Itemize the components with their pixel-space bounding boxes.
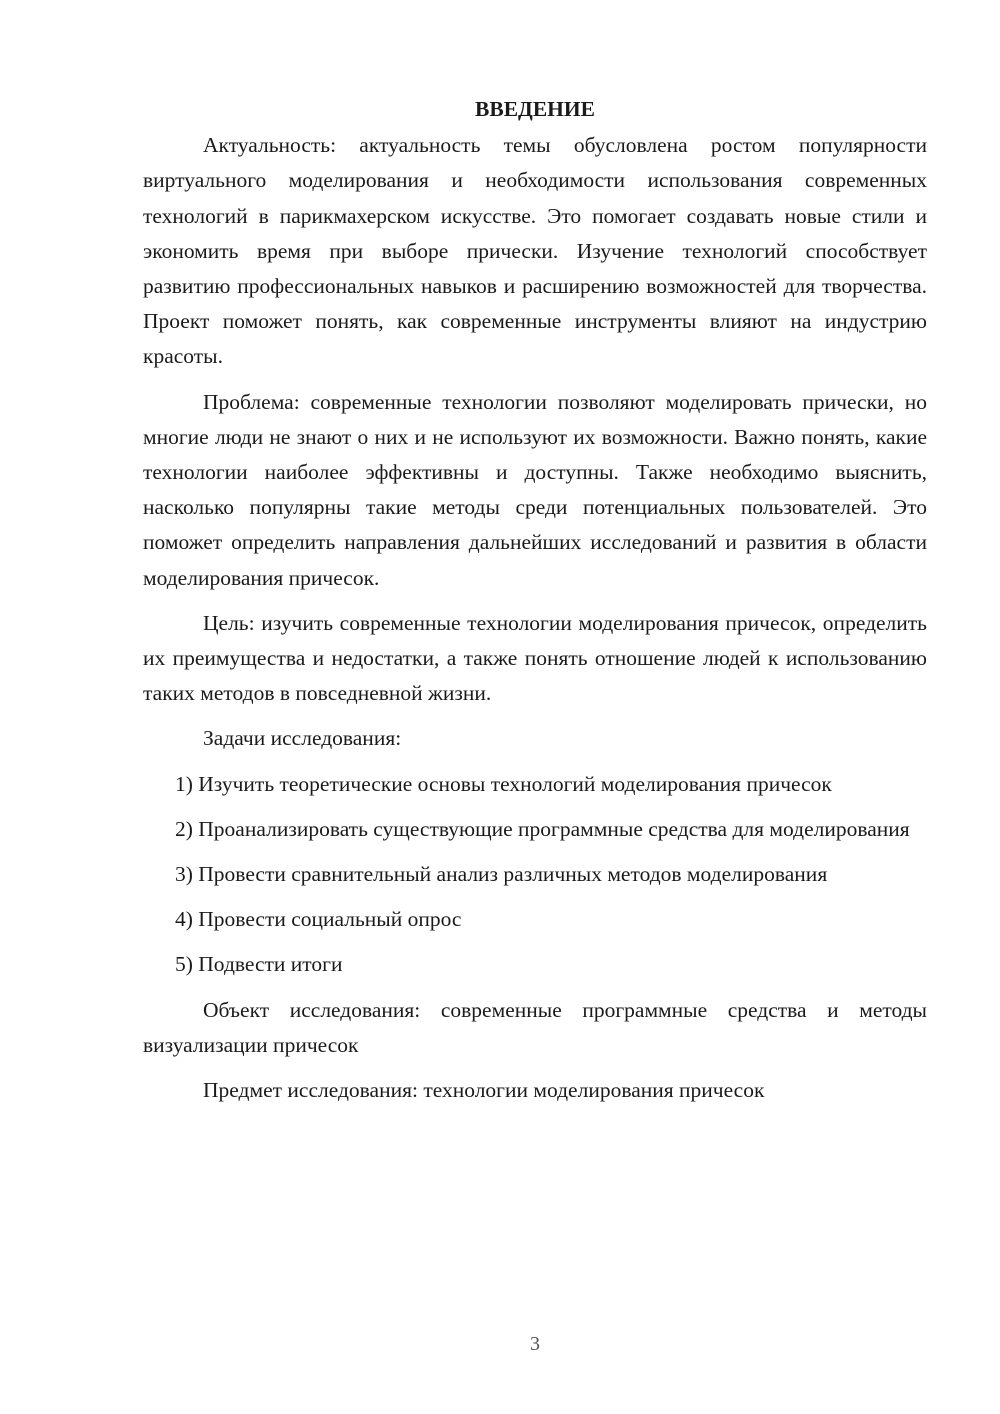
task-item: 5) Подвести итоги — [175, 952, 343, 977]
page-title: ВВЕДЕНИЕ — [475, 97, 595, 121]
tasks-heading: Задачи исследования: — [203, 726, 402, 751]
task-item: 1) Изучить теоретические основы технологий моделирования причесок — [175, 771, 832, 796]
task-item: 4) Провести социальный опрос — [175, 907, 462, 932]
task-item: 2) Проанализировать существующие программные средства для моделирования — [175, 816, 910, 841]
subject-paragraph: Предмет исследования: технологии моделирования причесок — [203, 1078, 765, 1103]
relevance-paragraph: Актуальность: актуальность темы обусловлена ростом популярности виртуального моделирования и необходимости использования современных технологий в парикмахерском искусстве. Это помогает создавать новые стили и экономить время при выборе прически. Изучение технологий способствует развитию профессиональных навыков и расширению возможностей для творчества. Проект поможет понять, как современные инструменты влияют на индустрию красоты. — [143, 133, 927, 369]
goal-paragraph: Цель: изучить современные технологии моделирования причесок, определить их преимущества и недостатки, а также понять отношение людей к использованию таких методов в повседневной жизни. — [143, 610, 927, 706]
problem-paragraph: Проблема: современные технологии позволяют моделировать прически, но многие люди не знают о них и не используют их возможности. Важно понять, какие технологии наиболее эффективны и доступны. Также необходимо выяснить, насколько популярны такие методы среди потенциальных пользователей. Это поможет определить направления дальнейших исследований и развития в области моделирования причесок. — [143, 389, 927, 590]
page-content — [143, 92, 927, 1118]
task-item: 3) Провести сравнительный анализ различных методов моделирования — [175, 862, 828, 887]
tasks-list — [143, 767, 927, 983]
object-paragraph: Объект исследования: современные программные средства и методы визуализации причесок — [143, 997, 927, 1057]
page-number: 3 — [530, 1333, 540, 1355]
